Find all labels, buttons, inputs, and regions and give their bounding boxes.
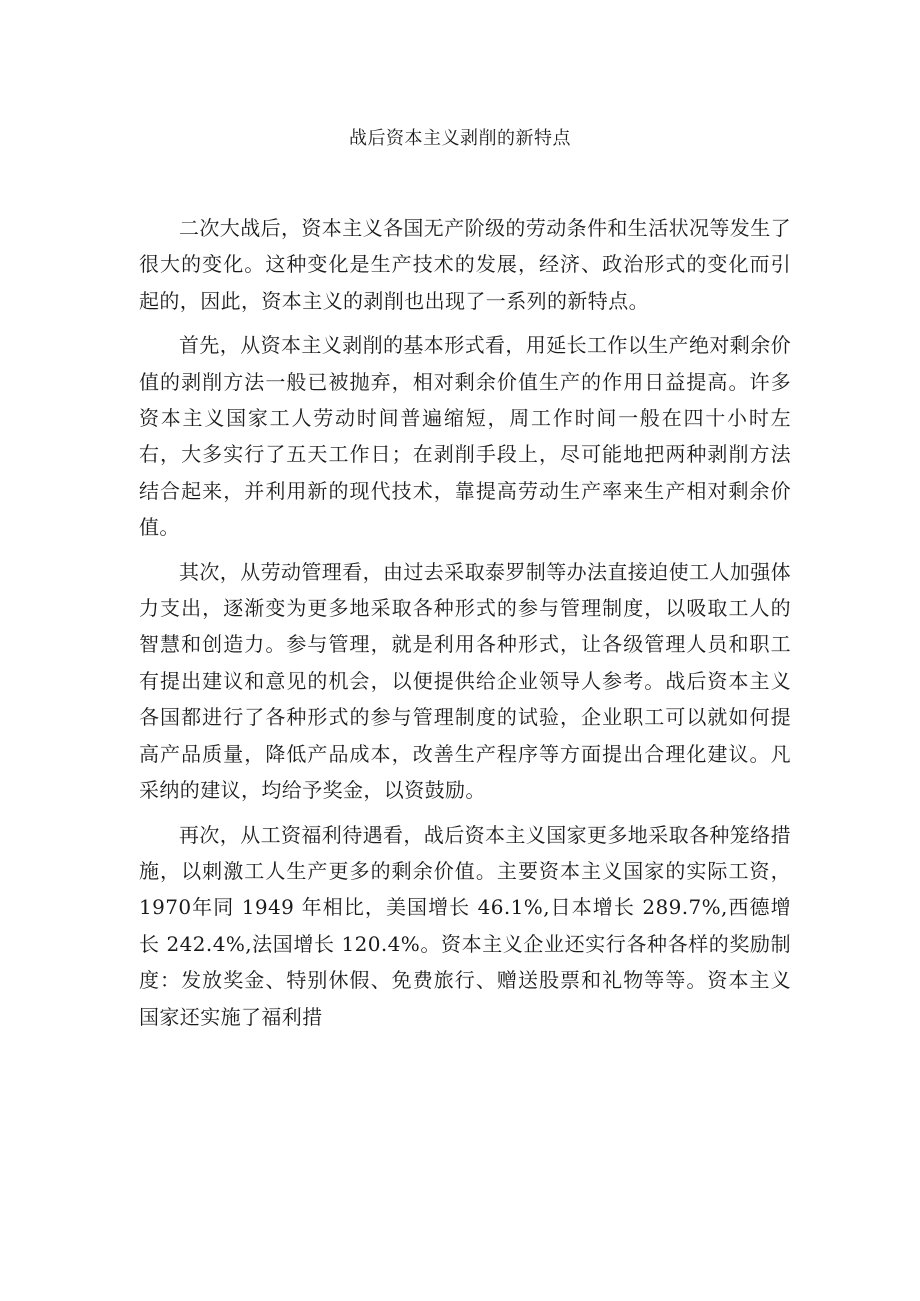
document-title: 战后资本主义剥削的新特点 — [349, 128, 571, 149]
paragraph-4: 再次，从工资福利待遇看，战后资本主义国家更多地采取各种笼络措施，以刺激工人生产更多的剩余价值。主要资本主义国家的实际工资，1970年同 1949 年相比，美国增长 46.1%,日本增长 289.7%,西德增长 242.4%,法国增长 120.4%。资本主义企业还实行各种各样的奖励制度：发放奖金、特别休假、免费旅行、赠送股票和礼物等等。资本主义国家还实施了福利措 — [139, 822, 791, 1029]
paragraph-1: 二次大战后，资本主义各国无产阶级的劳动条件和生活状况等发生了很大的变化。这种变化是生产技术的发展，经济、政治形式的变化而引起的，因此，资本主义的剥削也出现了一系列的新特点。 — [139, 216, 791, 313]
paragraph-2: 首先，从资本主义剥削的基本形式看，用延长工作以生产绝对剩余价值的剥削方法一般已被抛弃，相对剩余价值生产的作用日益提高。许多资本主义国家工人劳动时间普遍缩短，周工作时间一般在四十小时左右，大多实行了五天工作日；在剥削手段上，尽可能地把两种剥削方法结合起来，并利用新的现代技术，靠提高劳动生产率来生产相对剩余价值。 — [139, 333, 791, 540]
document-body — [139, 210, 791, 1043]
paragraph-3: 其次，从劳动管理看，由过去采取泰罗制等办法直接迫使工人加强体力支出，逐渐变为更多地采取各种形式的参与管理制度，以吸取工人的智慧和创造力。参与管理，就是利用各种形式，让各级管理人员和职工有提出建议和意见的机会，以便提供给企业领导人参考。战后资本主义各国都进行了各种形式的参与管理制度的试验，企业职工可以就如何提高产品质量，降低产品成本，改善生产程序等方面提出合理化建议。凡采纳的建议，均给予奖金，以资鼓励。 — [139, 559, 791, 803]
